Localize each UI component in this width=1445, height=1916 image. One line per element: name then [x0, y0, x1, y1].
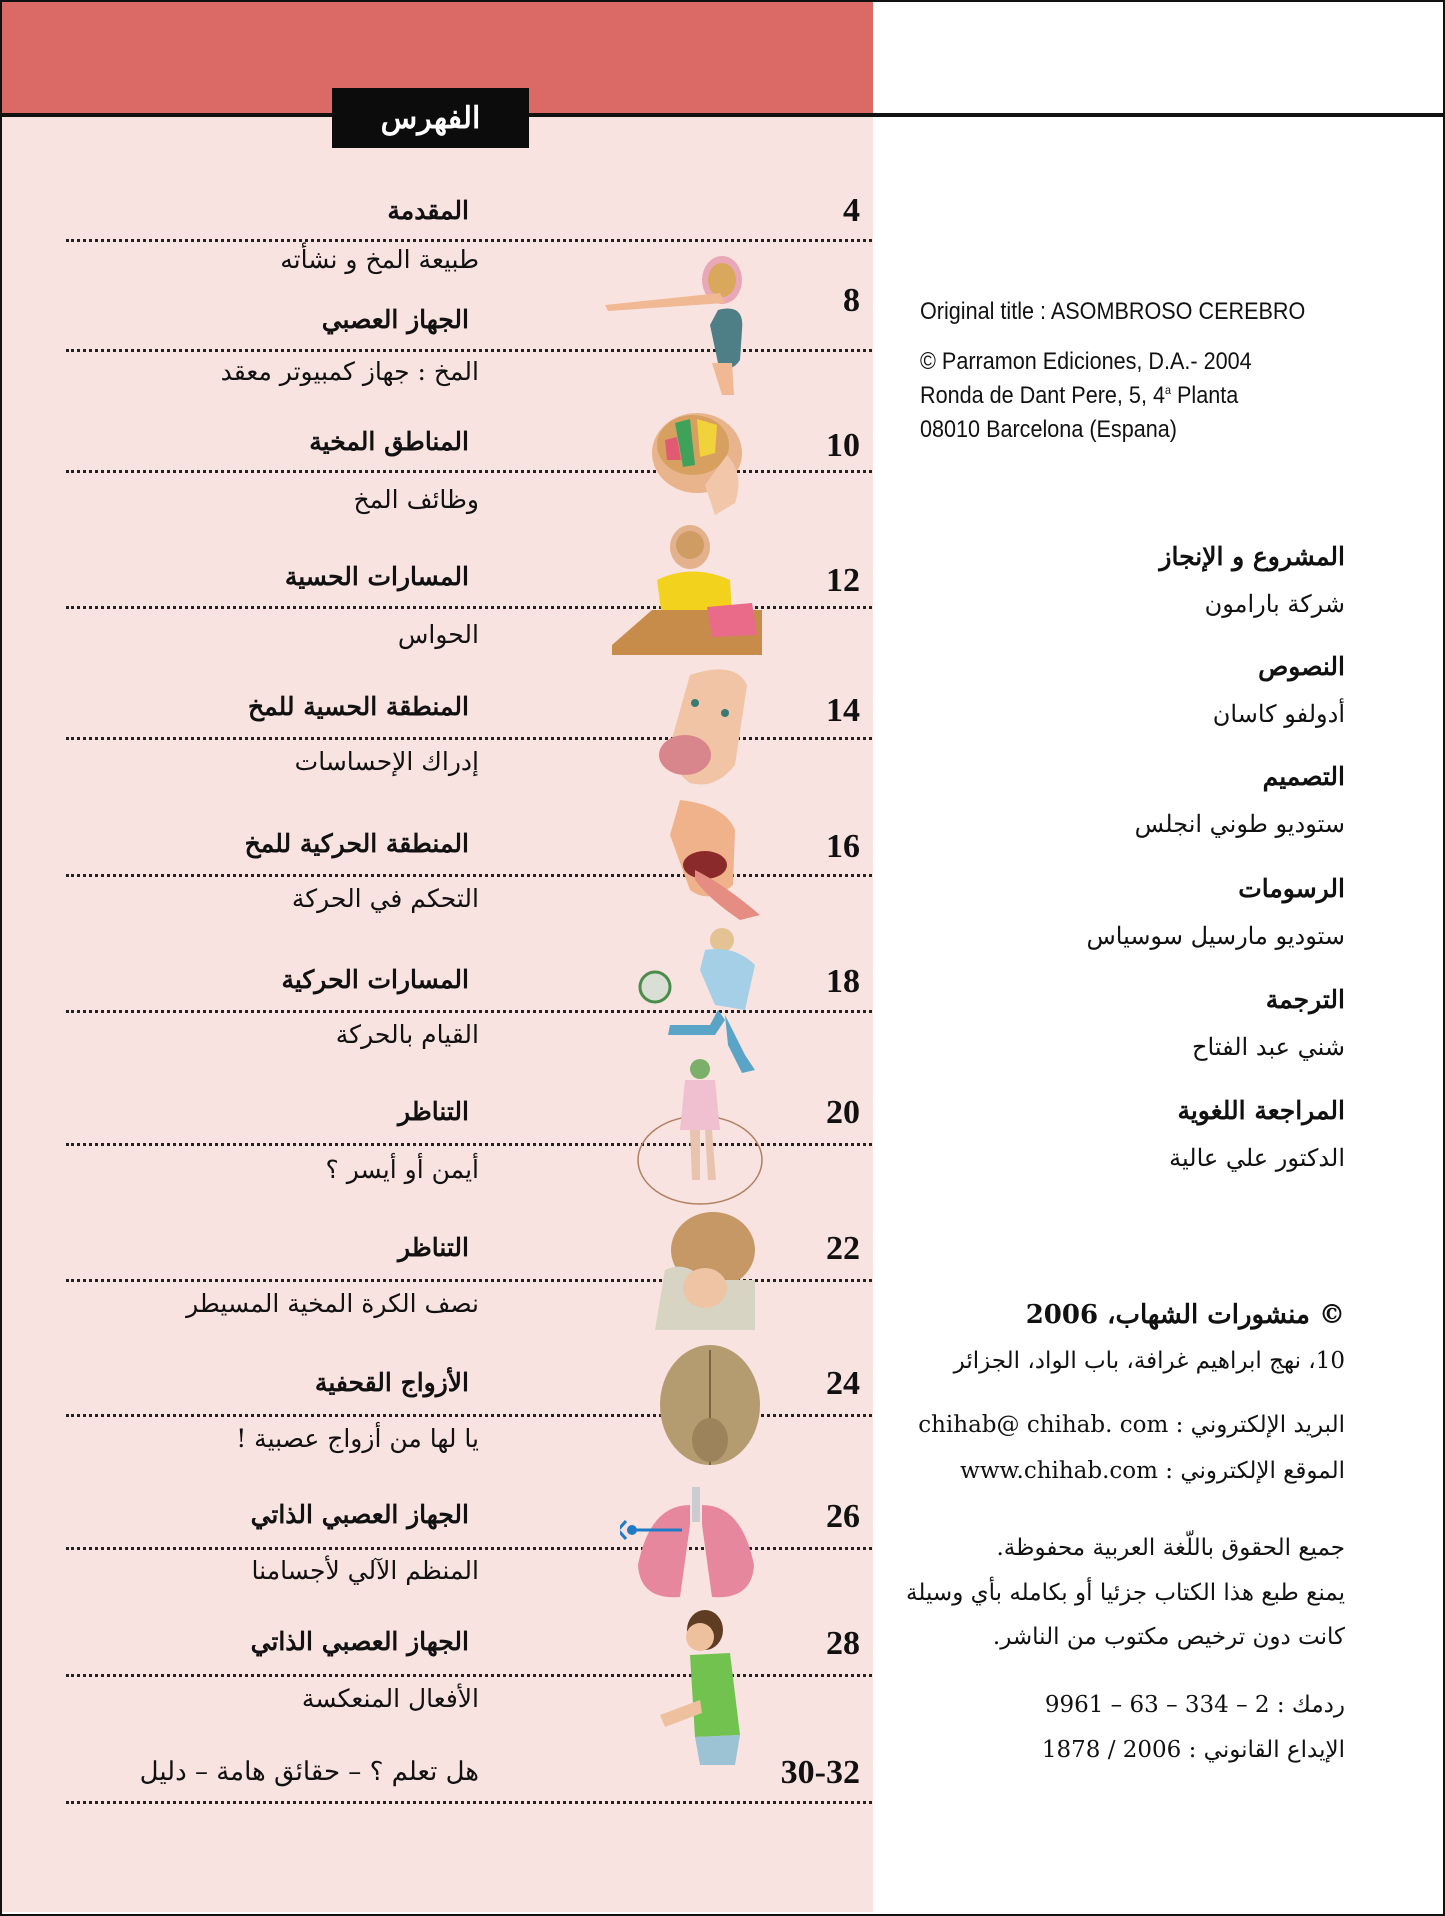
toc-entry-subtitle: القيام بالحركة — [335, 1020, 479, 1049]
credit-label: المراجعة اللغوية — [1177, 1096, 1345, 1125]
toc-page-number: 14 — [826, 692, 860, 729]
toc-entry-title[interactable]: الجهاز العصبي — [321, 305, 469, 334]
credit-label: النصوص — [1258, 652, 1345, 681]
toc-page-number: 28 — [826, 1625, 860, 1662]
toc-page-number: 18 — [826, 963, 860, 1000]
original-title: Original title : ASOMBROSO CEREBRO — [920, 298, 1306, 325]
toc-entry-title[interactable]: المنطقة الحسية للمخ — [248, 692, 469, 721]
colored-brain-head-illustration — [645, 405, 760, 520]
credit-value: شركة بارامون — [1204, 590, 1345, 618]
credit-value: ستوديو طوني انجلس — [1134, 810, 1345, 838]
toc-entry-subtitle: المخ : جهاز كمبيوتر معقد — [220, 357, 479, 386]
swimmer-brain-illustration — [600, 245, 760, 395]
isbn: ردمك : 2 – 334 – 63 – 9961 — [1044, 1692, 1345, 1718]
rights-line-1: جميع الحقوق باللّغة العربية محفوظة. — [996, 1535, 1345, 1561]
brain-underside-illustration — [655, 1345, 765, 1475]
sensory-homunculus-illustration — [655, 665, 755, 790]
publisher-website[interactable]: الموقع الإلكتروني : www.chihab.com — [960, 1458, 1345, 1484]
dotted-leader — [66, 239, 872, 242]
boy-reflex-illustration — [630, 1605, 760, 1765]
toc-entry-subtitle: الأفعال المنعكسة — [301, 1684, 479, 1713]
lungs-illustration — [620, 1485, 770, 1605]
toc-page-number: 16 — [826, 828, 860, 865]
toc-entry-title[interactable]: المنطقة الحركية للمخ — [244, 829, 469, 858]
legal-deposit: الإيداع القانوني : 2006 / 1878 — [1041, 1737, 1345, 1763]
toc-entry-title[interactable]: التناظر — [398, 1097, 469, 1126]
toc-page-number: 22 — [826, 1230, 860, 1267]
toc-page-number: 26 — [826, 1498, 860, 1535]
rights-line-2: يمنع طبع هذا الكتاب جزئيا أو بكامله بأي وسيلة — [906, 1580, 1345, 1606]
address-line — [920, 382, 1238, 410]
address-text: Ronda de Dant Pere, 5, 4 — [920, 382, 1165, 409]
address-text-post: Planta — [1170, 382, 1239, 409]
toc-entry-subtitle: إدراك الإحساسات — [294, 747, 479, 776]
boy-brain-illustration — [655, 1210, 765, 1330]
toc-entry-title[interactable]: الجهاز العصبي الذاتي — [250, 1627, 469, 1656]
credit-label: المشروع و الإنجاز — [1159, 542, 1345, 571]
motor-homunculus-illustration — [655, 795, 770, 920]
toc-entry-title[interactable]: المقدمة — [387, 196, 469, 225]
toc-entry-title[interactable]: الجهاز العصبي الذاتي — [250, 1500, 469, 1529]
toc-entry-subtitle: المنظم الآلي لأجسامنا — [251, 1556, 479, 1585]
toc-entry-subtitle: أيمن أو أيسر ؟ — [325, 1155, 479, 1184]
toc-entry-subtitle: وظائف المخ — [353, 485, 479, 514]
header-rule — [0, 113, 1445, 117]
credit-value: أدولفو كاسان — [1212, 700, 1345, 728]
toc-entry-title[interactable]: المسارات الحركية — [281, 965, 469, 994]
credit-value: شني عبد الفتاح — [1192, 1033, 1345, 1061]
toc-entry-subtitle: يا لها من أزواج عصبية ! — [236, 1424, 479, 1453]
toc-entry-title[interactable]: التناظر — [398, 1233, 469, 1262]
toc-entry-subtitle: طبيعة المخ و نشأته — [280, 245, 479, 274]
toc-page-number: 24 — [826, 1365, 860, 1402]
jump-rope-girl-illustration — [630, 1055, 770, 1205]
rights-line-3: كانت دون ترخيص مكتوب من الناشر. — [992, 1624, 1345, 1650]
credit-label: الترجمة — [1265, 985, 1345, 1014]
toc-entry-title[interactable]: الأزواج القحفية — [314, 1368, 469, 1397]
toc-page-number: 30-32 — [780, 1754, 860, 1791]
toc-page-number: 20 — [826, 1094, 860, 1131]
credit-value: الدكتور علي عالية — [1169, 1144, 1345, 1172]
girl-writing-illustration — [612, 525, 762, 655]
toc-entry-title[interactable]: المسارات الحسية — [284, 562, 469, 591]
publisher-address: 10، نهج ابراهيم غرافة، باب الواد، الجزائر — [953, 1348, 1345, 1374]
city-line: 08010 Barcelona (Espana) — [920, 416, 1177, 443]
toc-entry-subtitle: التحكم في الحركة — [291, 884, 479, 913]
toc-entry-subtitle: الحواس — [397, 620, 479, 649]
toc-page-number: 10 — [826, 427, 860, 464]
publisher-email[interactable]: البريد الإلكتروني : chihab@ chihab. com — [918, 1412, 1345, 1438]
dotted-leader — [66, 1801, 872, 1804]
credit-label: التصميم — [1262, 762, 1345, 791]
toc-page-number: 12 — [826, 562, 860, 599]
toc-entry-subtitle: نصف الكرة المخية المسيطر — [186, 1289, 479, 1318]
toc-title: الفهرس — [332, 88, 529, 148]
address-superscript: a — [1164, 383, 1171, 397]
credit-label: الرسومات — [1238, 874, 1345, 903]
toc-entry-title[interactable]: هل تعلم ؟ – حقائق هامة – دليل — [139, 1757, 479, 1787]
publisher-name: © منشورات الشهاب، 2006 — [1025, 1300, 1345, 1330]
copyright-line: © Parramon Ediciones, D.A.- 2004 — [920, 348, 1252, 375]
football-player-illustration — [630, 925, 780, 1075]
toc-page-number: 8 — [843, 282, 860, 319]
toc-entry-title[interactable]: المناطق المخية — [309, 427, 469, 456]
credit-value: ستوديو مارسيل سوسياس — [1086, 922, 1345, 950]
toc-page-number: 4 — [843, 192, 860, 229]
